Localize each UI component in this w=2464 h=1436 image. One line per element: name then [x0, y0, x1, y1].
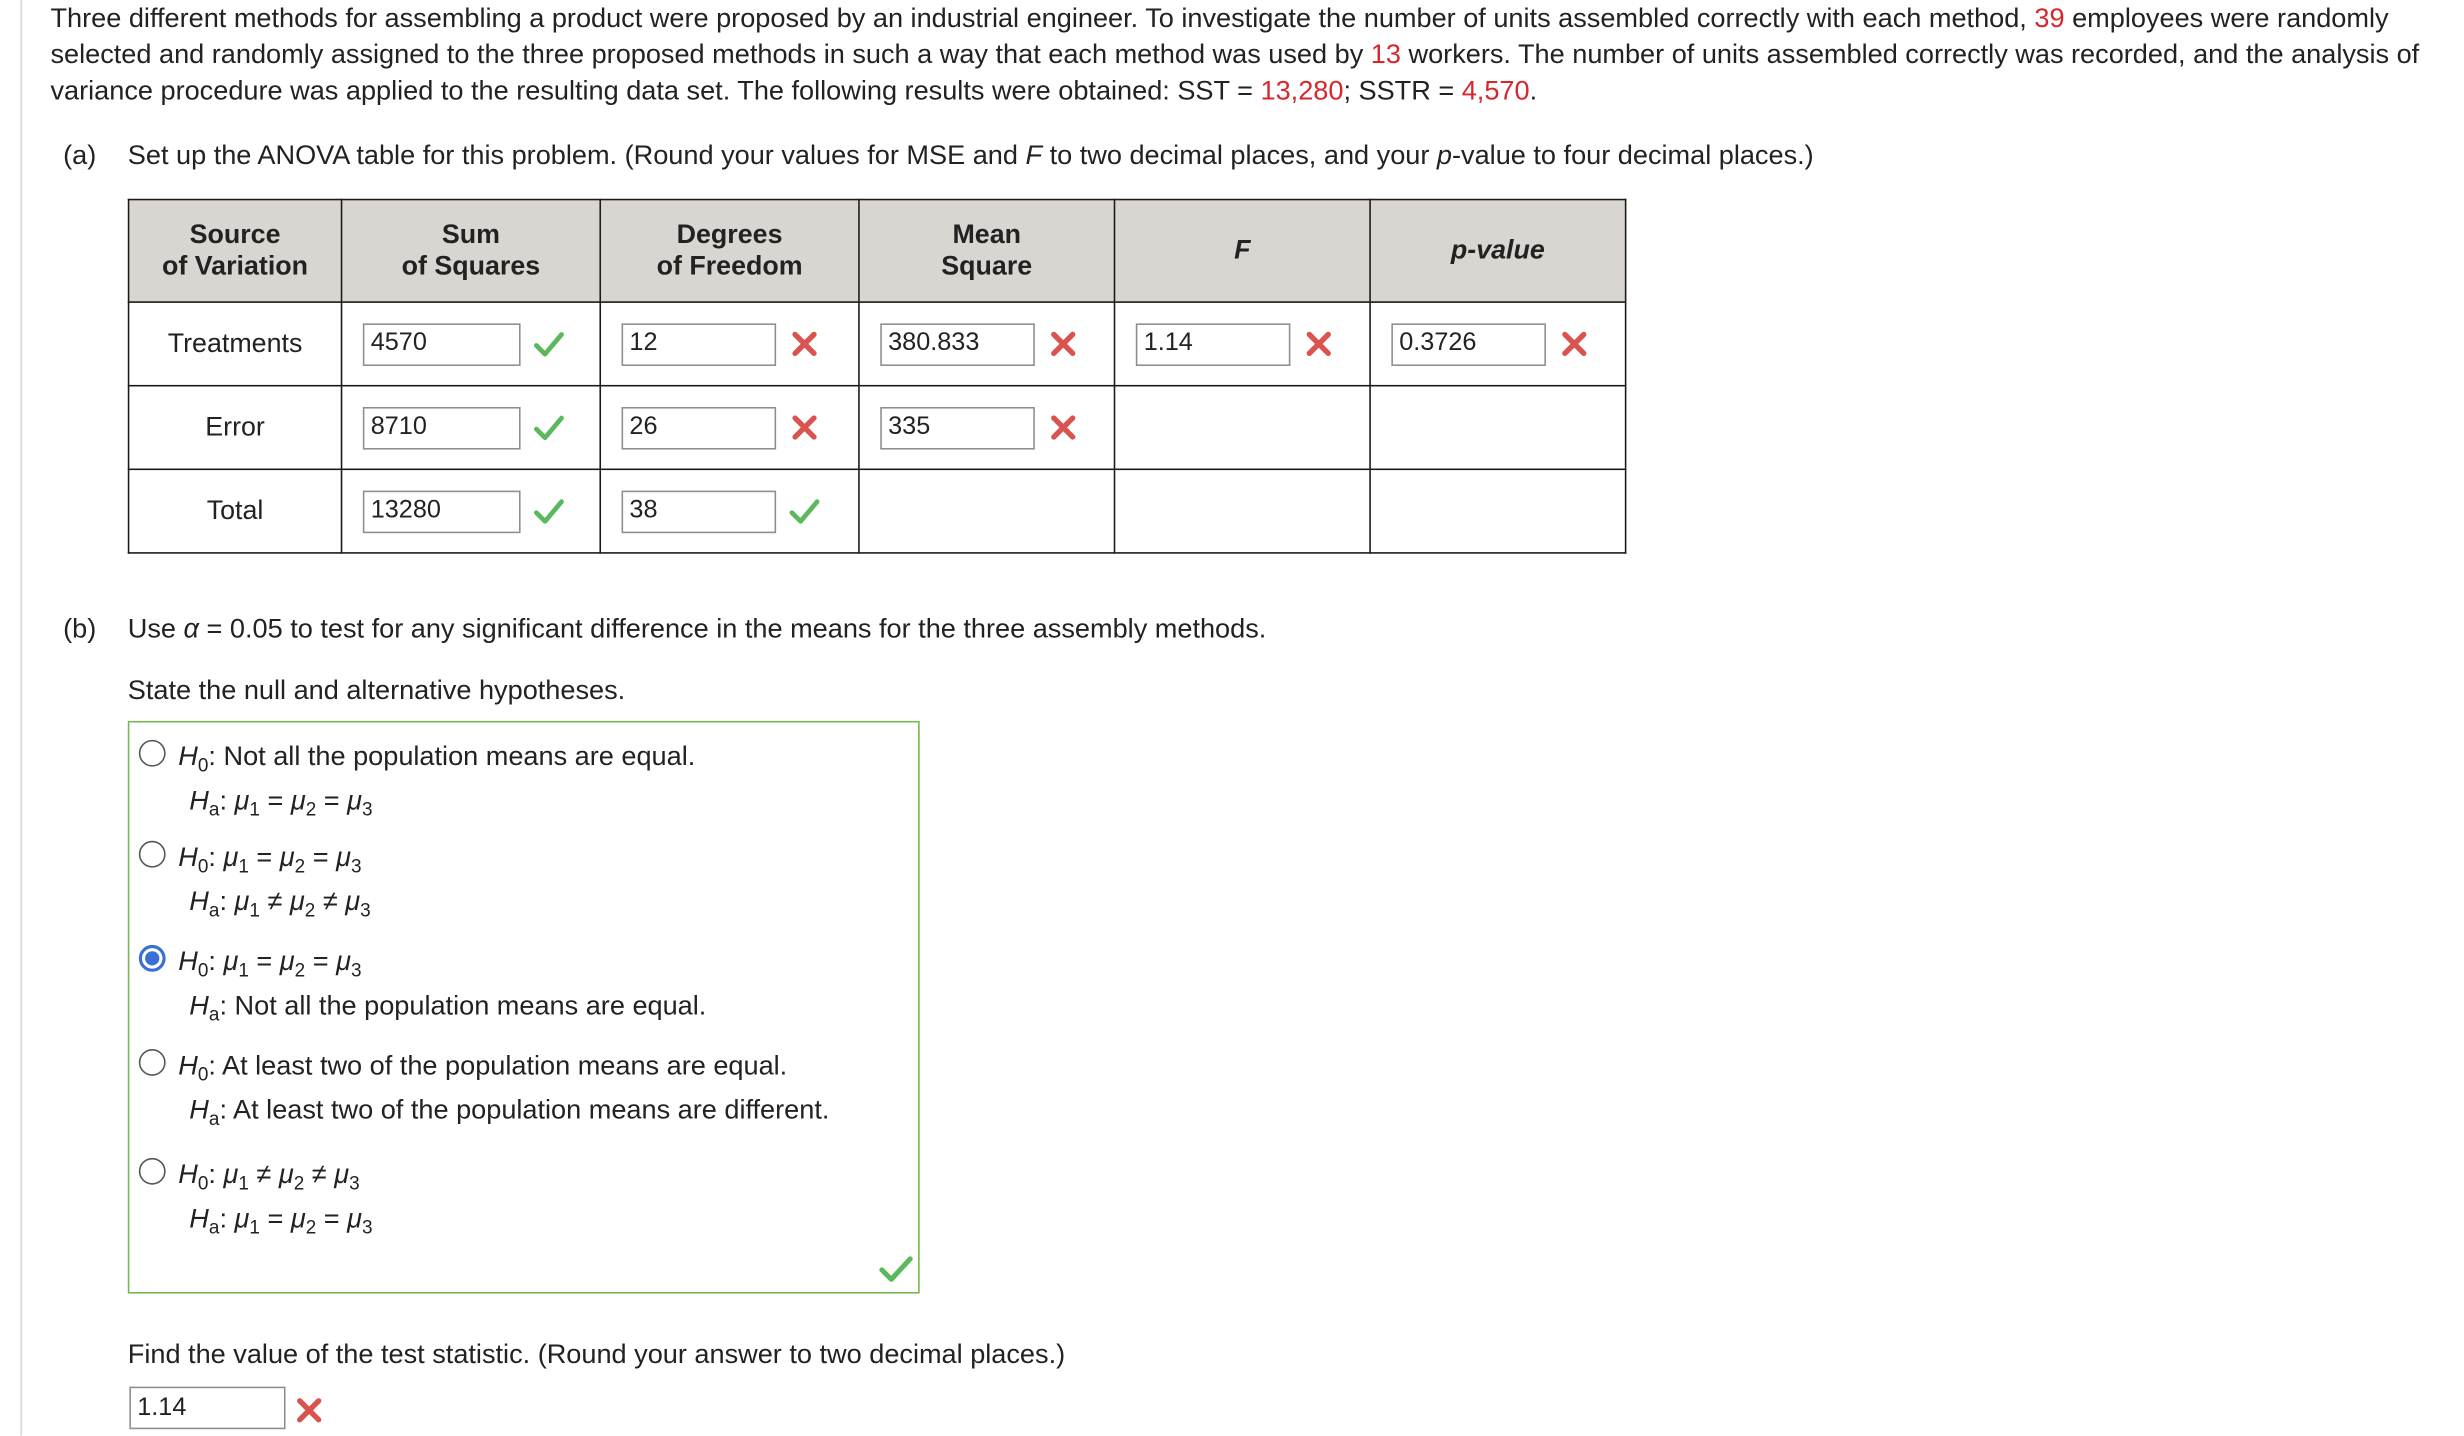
mu-symbol: μ [347, 1202, 363, 1234]
radio-option-2[interactable] [139, 841, 166, 868]
worker-count: 13 [1370, 37, 1401, 70]
hyp-sep: : [208, 1049, 216, 1081]
header-text: F [1234, 235, 1251, 266]
header-sum-of-squares [342, 200, 601, 303]
intro-text: Three different methods for assembling a product were proposed by an industrial engineer. To investigate the number of units assembled correctly with each method, [50, 1, 2035, 34]
hyp-text: At least two of the population means are equal. [221, 1049, 788, 1081]
row-treatments [129, 302, 1626, 386]
radio-option-3-selected[interactable] [139, 945, 166, 972]
f-symbol: F [1025, 138, 1043, 171]
hyp-sep: : [208, 944, 216, 977]
option-line [189, 879, 370, 933]
header-text: Source [189, 219, 281, 250]
problem-statement [50, 0, 2440, 109]
mu-symbol: μ [336, 944, 351, 977]
mu-symbol: μ [223, 1157, 239, 1190]
hyp-text: Not all the population means are equal. [223, 739, 696, 772]
hyp-symbol: H [178, 1049, 198, 1081]
hyp-op: = [316, 784, 348, 816]
hyp-sep: : [208, 840, 216, 873]
mu-symbol: μ [223, 840, 239, 873]
empty-cell [859, 469, 1115, 553]
x-mark-icon [293, 1395, 325, 1427]
x-mark-icon [1559, 328, 1591, 360]
hyp-sub: 3 [349, 1172, 360, 1195]
error-ss-input[interactable]: 8710 [363, 406, 521, 449]
hyp-sub: 1 [238, 855, 249, 878]
hyp-text: At least two of the population means are different. [233, 1093, 830, 1125]
hyp-text: Not all the population means are equal. [234, 989, 707, 1021]
header-p-value [1370, 200, 1626, 303]
hyp-sub: 1 [238, 959, 249, 982]
error-ms-input[interactable]: 335 [880, 406, 1035, 449]
header-mean-square [859, 200, 1115, 303]
empty-cell [1370, 386, 1626, 470]
test-statistic-prompt: Find the value of the test statistic. (Round your answer to two decimal places.) [127, 1337, 1066, 1370]
hyp-sub: a [208, 1003, 220, 1026]
header-degrees-of-freedom [600, 200, 859, 303]
hyp-sub: 1 [249, 798, 260, 821]
hyp-sub: 0 [197, 754, 209, 777]
header-text: p-value [1450, 235, 1545, 266]
f-input[interactable]: 1.14 [1136, 323, 1291, 366]
hypotheses-options [128, 721, 920, 1294]
check-icon [789, 495, 821, 527]
hyp-sub: 2 [293, 1172, 305, 1195]
x-mark-icon [1303, 328, 1335, 360]
row-label: Treatments [129, 302, 342, 386]
header-text: Square [941, 250, 1033, 281]
sstr-value: 4,570 [1461, 74, 1530, 106]
radio-option-5[interactable] [139, 1158, 166, 1185]
x-mark-icon [789, 328, 821, 360]
hyp-op: ≠ [248, 1157, 279, 1190]
hyp-sub: 3 [350, 855, 362, 878]
hyp-sub: a [208, 1216, 220, 1239]
hyp-symbol: H [189, 1093, 209, 1125]
mu-symbol: μ [347, 784, 363, 816]
hyp-sub: a [208, 1107, 220, 1130]
header-text: Mean [952, 219, 1022, 250]
hyp-sub: 2 [305, 1216, 317, 1239]
part-a-label: (a) [63, 138, 97, 171]
hyp-symbol: H [189, 784, 209, 816]
hyp-sub: 2 [294, 959, 306, 982]
hyp-sep: : [219, 989, 227, 1021]
hyp-sep: : [208, 1157, 216, 1190]
hyp-sub: a [208, 798, 220, 821]
mu-symbol: μ [234, 1202, 250, 1234]
part-b-text: Use [127, 612, 184, 644]
check-icon [533, 328, 565, 360]
total-df-input[interactable]: 38 [622, 490, 777, 533]
hyp-op: = [248, 944, 280, 977]
mu-symbol: μ [279, 944, 295, 977]
hyp-op: ≠ [315, 884, 346, 917]
treatments-ms-input[interactable]: 380.833 [880, 323, 1035, 366]
mu-symbol: μ [279, 840, 295, 873]
header-source [129, 200, 342, 303]
hyp-op: = [248, 840, 280, 873]
header-text: Degrees [676, 219, 783, 250]
part-b-prompt [63, 610, 1266, 646]
empty-cell [1370, 469, 1626, 553]
mu-symbol: μ [336, 840, 351, 873]
x-mark-icon [1047, 412, 1079, 444]
radio-option-4[interactable] [139, 1049, 166, 1076]
hyp-sub: 1 [238, 1172, 249, 1195]
hyp-op: = [259, 784, 291, 816]
mu-symbol: μ [334, 1157, 350, 1190]
hyp-sub: 1 [249, 899, 260, 922]
header-text: Sum [441, 219, 500, 250]
header-text: of Squares [401, 250, 541, 281]
total-ss-input[interactable]: 13280 [363, 490, 521, 533]
intro-text: employees were randomly selected and randomly assigned to the three proposed methods in such a way that each method was used by [50, 1, 2389, 70]
check-icon [533, 495, 565, 527]
hyp-sep: : [219, 1093, 227, 1125]
hyp-sub: 0 [197, 959, 209, 982]
hyp-symbol: H [189, 884, 209, 917]
option-line [189, 1087, 829, 1141]
mu-symbol: μ [234, 784, 250, 816]
hyp-symbol: H [189, 989, 209, 1021]
left-divider [21, 0, 23, 1436]
hyp-sub: 3 [350, 959, 362, 982]
hyp-symbol: H [178, 1157, 198, 1190]
anova-header-row [129, 200, 1626, 303]
x-mark-icon [789, 412, 821, 444]
header-f [1115, 200, 1371, 303]
part-a-text: to two decimal places, and your [1042, 138, 1437, 171]
hyp-op: = [316, 1202, 348, 1234]
row-label: Total [129, 469, 342, 553]
header-text: of Freedom [656, 250, 803, 281]
hyp-symbol: H [178, 739, 198, 772]
part-a-text: -value to four decimal places.) [1452, 138, 1814, 171]
x-mark-icon [1047, 328, 1079, 360]
hyp-symbol: H [189, 1202, 209, 1234]
hyp-sub: 2 [304, 899, 316, 922]
intro-text: ; SSTR = [1343, 74, 1462, 106]
hyp-symbol: H [178, 840, 198, 873]
part-a-text: Set up the ANOVA table for this problem. (Round your values for MSE and [127, 138, 1026, 171]
mu-symbol: μ [234, 884, 250, 917]
hyp-sep: : [208, 739, 216, 772]
empty-cell [1115, 386, 1371, 470]
part-a-prompt [63, 137, 1814, 173]
treatments-ss-input[interactable]: 4570 [363, 323, 521, 366]
empty-cell [1115, 469, 1371, 553]
hyp-op: = [305, 944, 337, 977]
check-icon [533, 412, 565, 444]
intro-text: . [1529, 74, 1538, 106]
row-label: Error [129, 386, 342, 470]
hyp-sub: 3 [362, 1216, 373, 1239]
hyp-sub: 3 [362, 798, 373, 821]
row-total [129, 469, 1626, 553]
hyp-sub: 1 [249, 1216, 260, 1239]
row-error [129, 386, 1626, 470]
hyp-sep: : [219, 884, 227, 917]
hyp-op: = [259, 1202, 291, 1234]
hyp-op: ≠ [259, 884, 290, 917]
employee-count: 39 [2034, 1, 2065, 34]
error-df-input[interactable]: 26 [622, 406, 777, 449]
hyp-sep: : [219, 784, 227, 816]
treatments-df-input[interactable]: 12 [622, 323, 777, 366]
intro-text: workers. The number of units assembled correctly was recorded, and the analysis of variance procedure was applied to the resulting data set. The following results were obtained: SST = [50, 37, 2420, 106]
radio-option-1[interactable] [139, 740, 166, 767]
header-text: of Variation [162, 250, 309, 281]
option-line [189, 1196, 372, 1250]
p-symbol: p [1436, 138, 1453, 171]
check-icon [879, 1253, 914, 1285]
hyp-sub: 3 [360, 899, 371, 922]
hypotheses-prompt: State the null and alternative hypotheses. [127, 673, 626, 706]
hyp-sep: : [219, 1202, 227, 1234]
hyp-sub: 0 [197, 1172, 209, 1195]
hyp-sub: 2 [294, 855, 306, 878]
mu-symbol: μ [290, 1202, 306, 1234]
part-b-label: (b) [63, 612, 97, 644]
sst-value: 13,280 [1260, 74, 1344, 106]
test-statistic-input[interactable]: 1.14 [129, 1387, 285, 1430]
mu-symbol: μ [223, 944, 239, 977]
anova-table [128, 199, 1627, 554]
p-value-input[interactable]: 0.3726 [1391, 323, 1546, 366]
mu-symbol: μ [289, 884, 305, 917]
hyp-sub: 2 [305, 798, 317, 821]
hyp-sub: 0 [197, 855, 209, 878]
alpha-symbol: α [183, 612, 200, 644]
mu-symbol: μ [345, 884, 361, 917]
hyp-sub: 0 [197, 1063, 209, 1086]
hyp-symbol: H [178, 944, 198, 977]
mu-symbol: μ [278, 1157, 294, 1190]
option-line [189, 778, 372, 832]
mu-symbol: μ [290, 784, 306, 816]
option-line [189, 983, 706, 1037]
hyp-op: ≠ [304, 1157, 335, 1190]
part-b-text: = 0.05 to test for any significant difference in the means for the three assembly methods. [199, 612, 1267, 644]
hyp-sub: a [208, 899, 220, 922]
hyp-op: = [305, 840, 337, 873]
